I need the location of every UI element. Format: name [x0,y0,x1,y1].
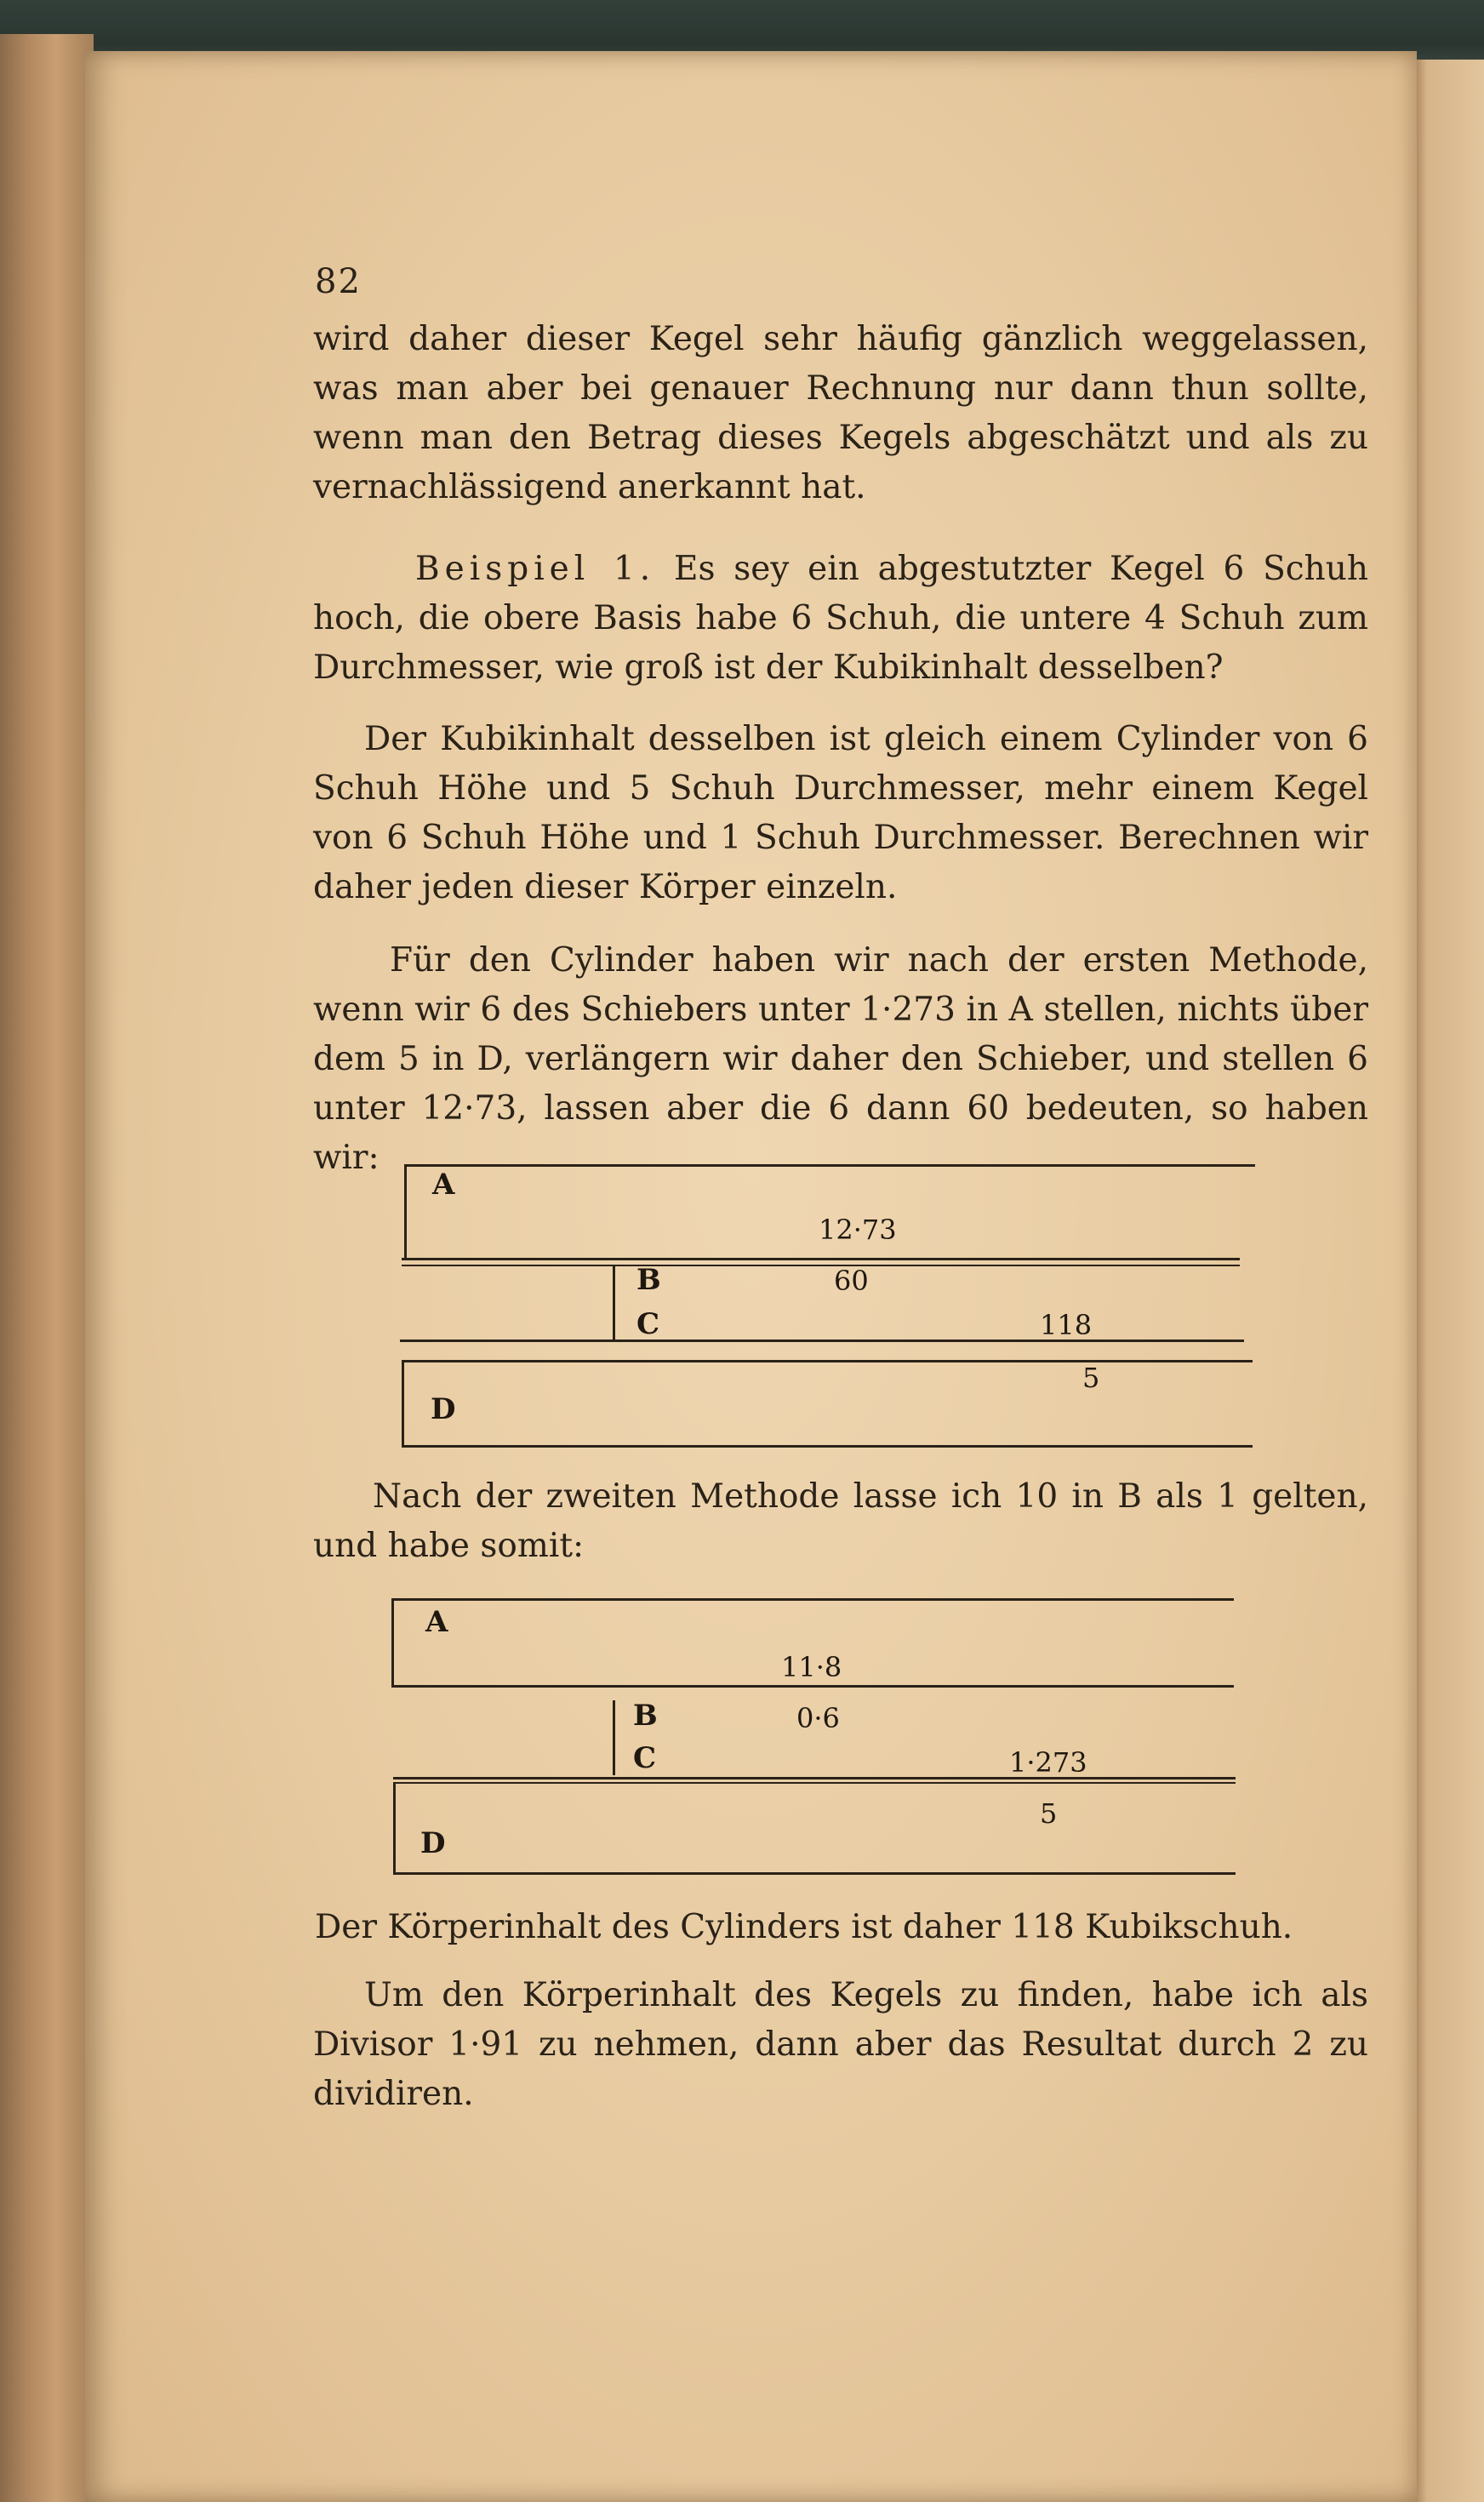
scale-a-label: A [432,1168,455,1202]
scale-d-label: D [420,1826,446,1860]
paragraph-7: Um den Körperinhalt des Kegels zu finden, habe ich als Divisor 1·91 zu nehmen, dann aber das Resultat durch 2 zu dividiren. [313,1976,1368,2113]
page-stack-left [0,34,94,2502]
paragraph-1: wird daher dieser Kegel sehr häufig gänzlich weggelassen, was man aber bei genauer Rechnung nur dann thun sollte, wenn man den Betrag dieses Kegels abgeschätzt und als zu vernachlässigend anerkannt hat. [313,320,1368,506]
scale-d-value: 5 [1040,1797,1058,1830]
scale-b-value: 0·6 [796,1702,840,1734]
paragraph-4: Für den Cylinder haben wir nach der ersten Methode, wenn wir 6 des Schiebers unter 1·273 in A stellen, nichts über dem 5 in D, verlängern wir daher den Schieber, und stellen 6 unter 12·73, lassen aber die 6 dann 60 bedeuten, so haben wir: [313,941,1368,1177]
page-number: 82 [315,262,362,301]
paragraph-6: Der Körperinhalt des Cylinders ist daher 118 Kubikschuh. [315,1908,1293,1946]
scale-a-value: 11·8 [781,1651,842,1683]
example-label: Beispiel 1. [415,550,656,588]
paragraph-example [313,545,1368,693]
scale-b-label: B [633,1699,658,1733]
example-text: Es sey ein abgestutzter Kegel 6 Schuh hoch, die obere Basis habe 6 Schuh, die untere 4 Schuh zum Durchmesser, wie groß ist der Kubikinhalt desselben? [313,550,1368,687]
scale-a-value: 12·73 [819,1214,897,1246]
scale-d-value: 5 [1082,1362,1100,1394]
scale-a-label: A [425,1605,448,1639]
scale-c-label: C [636,1307,660,1341]
scale-c-label: C [633,1741,657,1775]
paragraph-5: Nach der zweiten Methode lasse ich 10 in B als 1 gelten, und habe somit: [313,1477,1368,1565]
scale-d-label: D [431,1392,456,1426]
scale-b-label: B [636,1263,661,1297]
scale-c-value: 118 [1040,1309,1093,1341]
scale-c-value: 1·273 [1009,1746,1087,1779]
facing-page-edge [1413,60,1484,2502]
paragraph-3: Der Kubikinhalt desselben ist gleich einem Cylinder von 6 Schuh Höhe und 5 Schuh Durchmesser, mehr einem Kegel von 6 Schuh Höhe und 1 Schuh Durchmesser. Berechnen wir daher jeden dieser Körper einzeln. [313,720,1368,906]
scale-b-value: 60 [834,1265,869,1297]
